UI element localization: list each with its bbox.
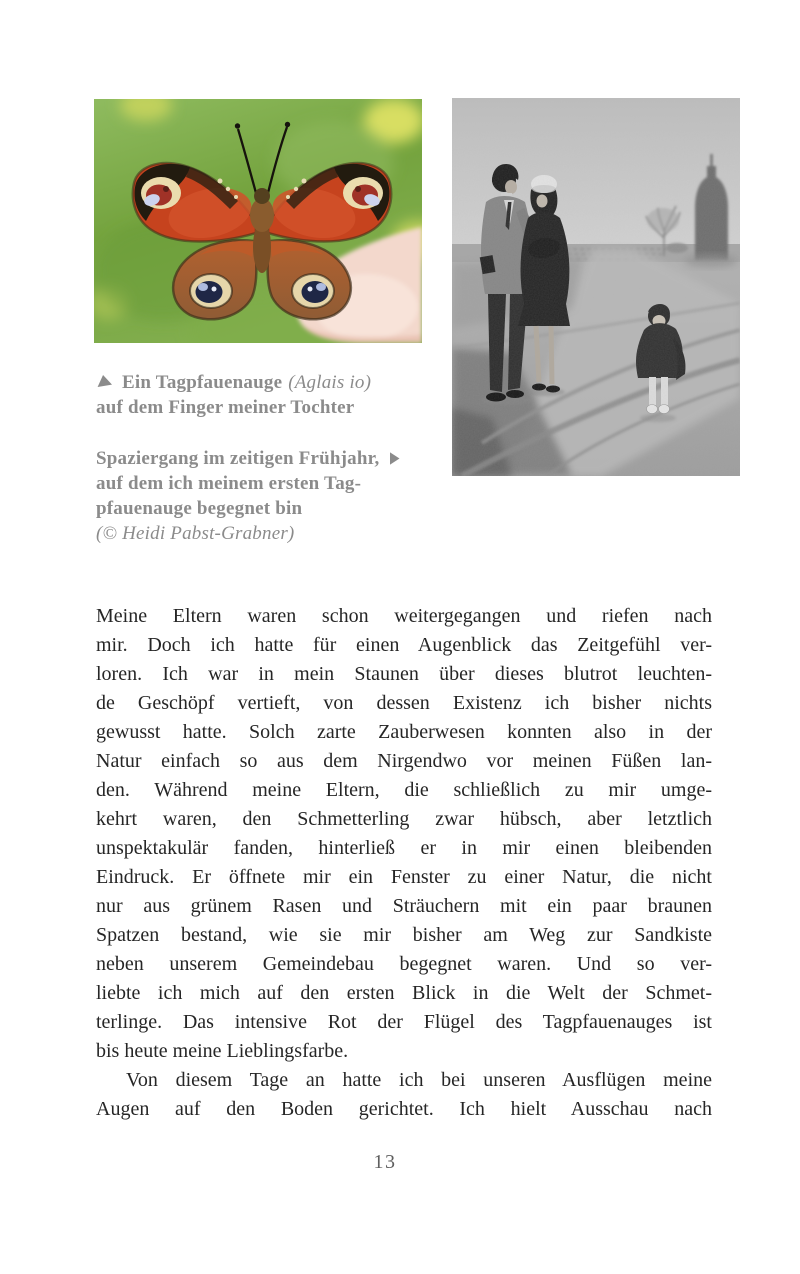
page-number: 13 [373, 1151, 397, 1173]
body-text-line: bis heute meine Lieblingsfarbe. [96, 1040, 349, 1062]
body-text-line: Eindruck. Er öffnete mir ein Fenster zu einer Natur, die nicht [96, 866, 712, 888]
body-text-line: mir. Doch ich hatte für einen Augenblick das Zeitgefühl ver- [96, 634, 712, 656]
caption-butterfly-line2: auf dem Finger meiner Tochter [96, 397, 355, 418]
caption-family-line3: pfauenauge begegnet bin [96, 498, 303, 519]
family-photo [452, 98, 740, 476]
body-text-line: Spatzen bestand, wie sie mir bisher am Weg zur Sandkiste [96, 924, 712, 946]
caption-butterfly-line1 [96, 370, 456, 395]
body-text-line: loren. Ich war in mein Staunen über dieses blutrot leuchten- [96, 663, 712, 685]
caption-family-line2: auf dem ich meinem ersten Tag- [96, 473, 362, 494]
body-text [96, 602, 712, 1124]
caption-family [96, 446, 456, 546]
caption-text: Spaziergang im zeitigen Frühjahr, [96, 448, 380, 469]
body-text-line: Natur einfach so aus dem Nirgendwo vor meinen Füßen lan- [96, 750, 712, 772]
caption-family-line1 [96, 446, 456, 471]
body-text-line: terlinge. Das intensive Rot der Flügel des Tagpfauenauges ist [96, 1011, 712, 1033]
body-text-line: de Geschöpf vertieft, von dessen Existenz ich bisher nichts [96, 692, 712, 714]
body-text-line: Augen auf den Boden gerichtet. Ich hielt Ausschau nach [96, 1098, 712, 1120]
body-text-line: neben unserem Gemeindebau begegnet waren. Und so ver- [96, 953, 712, 975]
body-text-line: Meine Eltern waren schon weitergegangen und riefen nach [96, 605, 712, 627]
caption-text: Ein Tagpfauenauge [122, 372, 283, 393]
body-text-line: unspektakulär fanden, hinterließ er in mir einen bleibenden [96, 837, 712, 859]
body-text-line: liebte ich mich auf den ersten Blick in die Welt der Schmet- [96, 982, 712, 1004]
right-triangle-icon [390, 452, 400, 465]
body-text-line: nur aus grünem Rasen und Sträuchern mit ein paar braunen [96, 895, 712, 917]
photo-credit: (© Heidi Pabst-Grabner) [96, 523, 295, 544]
butterfly-photo [94, 99, 422, 343]
caption-butterfly [96, 370, 456, 420]
body-text-line: kehrt waren, den Schmetterling zwar hübsch, aber letztlich [96, 808, 712, 830]
body-text-line: Von diesem Tage an hatte ich bei unseren Ausflügen meine [126, 1069, 712, 1091]
up-triangle-icon [96, 375, 112, 387]
body-text-line: gewusst hatte. Solch zarte Zauberwesen konnten also in der [96, 721, 712, 743]
body-text-line: den. Während meine Eltern, die schließlich zu mir umge- [96, 779, 712, 801]
species-name: (Aglais io) [288, 372, 372, 393]
